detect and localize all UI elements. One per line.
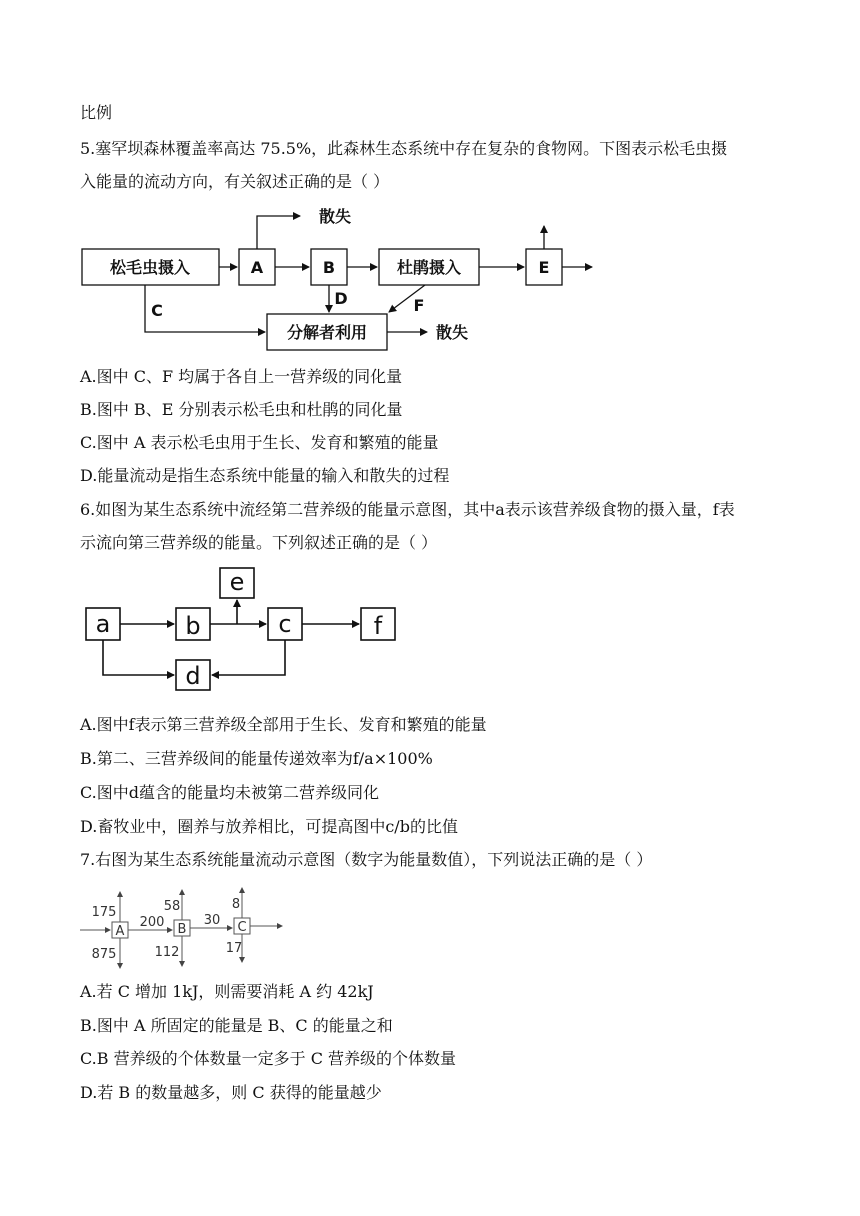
q5-label-decomposer: 分解者利用 [286, 323, 368, 342]
q7-value-58: 58 [163, 899, 181, 914]
q7-option-a: A.若 C 增加 1kJ，则需要消耗 A 约 42kJ [80, 982, 374, 1001]
q7-value-875: 875 [91, 947, 117, 962]
q7-value-175: 175 [91, 905, 117, 920]
q7-value-200: 200 [139, 915, 165, 930]
q6-option-d: D.畜牧业中，圈养与放养相比，可提高图中c/b的比值 [80, 817, 458, 836]
q5-label-e: E [538, 258, 550, 277]
q5-label-d: D [334, 289, 348, 308]
q6-label-a: a [95, 610, 111, 638]
q5-label-lost-right: 散失 [435, 323, 469, 342]
q6-label-f: f [373, 612, 383, 640]
q5-label-lost-top: 散失 [318, 207, 352, 226]
q7-label-b: B [177, 922, 187, 937]
q7-option-c: C.B 营养级的个体数量一定多于 C 营养级的个体数量 [80, 1049, 457, 1068]
q6-label-c: c [278, 610, 292, 638]
q5-option-b: B.图中 B、E 分别表示松毛虫和杜鹃的同化量 [80, 400, 403, 419]
q6-label-b: b [185, 612, 201, 640]
q7-value-17: 17 [225, 941, 243, 956]
q6-stem-line1: 6.如图为某生态系统中流经第二营养级的能量示意图，其中a表示该营养级食物的摄入量，f表 [80, 500, 735, 519]
q7-value-30: 30 [203, 913, 221, 928]
q5-stem-line1: 5.塞罕坝森林覆盖率高达 75.5%，此森林生态系统中存在复杂的食物网。下图表示松毛虫摄 [80, 139, 728, 158]
q6-option-a: A.图中f表示第三营养级全部用于生长、发育和繁殖的能量 [80, 715, 487, 734]
q6-option-b: B.第二、三营养级间的能量传递效率为f/a×100% [80, 749, 433, 768]
q7-option-b: B.图中 A 所固定的能量是 B、C 的能量之和 [80, 1016, 393, 1035]
q7-label-a: A [115, 924, 125, 939]
q5-option-a: A.图中 C、F 均属于各自上一营养级的同化量 [80, 367, 403, 386]
q7-option-d: D.若 B 的数量越多，则 C 获得的能量越少 [80, 1083, 382, 1102]
q7-stem: 7.右图为某生态系统能量流动示意图（数字为能量数值），下列说法正确的是（ ） [80, 850, 653, 869]
q5-option-d: D.能量流动是指生态系统中能量的输入和散失的过程 [80, 466, 450, 485]
q5-label-a: A [250, 258, 264, 277]
q5-label-cuckoo: 杜鹃摄入 [396, 258, 462, 277]
q5-label-f: F [413, 296, 425, 315]
q5-label-b: B [322, 258, 336, 277]
q7-label-c: C [237, 920, 247, 935]
q5-stem-line2: 入能量的流动方向，有关叙述正确的是（ ） [80, 172, 390, 191]
q6-label-d: d [185, 662, 201, 690]
q6-stem-line2: 示流向第三营养级的能量。下列叙述正确的是（ ） [80, 533, 438, 552]
q6-option-c: C.图中d蕴含的能量均未被第二营养级同化 [80, 783, 380, 802]
q6-label-e: e [229, 568, 245, 596]
q5-label-c: C [151, 301, 163, 320]
q7-value-8: 8 [231, 897, 241, 912]
top-fragment: 比例 [80, 103, 113, 122]
q7-value-112: 112 [154, 945, 180, 960]
q5-label-pine-caterpillar: 松毛虫摄入 [109, 258, 191, 277]
q5-option-c: C.图中 A 表示松毛虫用于生长、发育和繁殖的能量 [80, 433, 439, 452]
